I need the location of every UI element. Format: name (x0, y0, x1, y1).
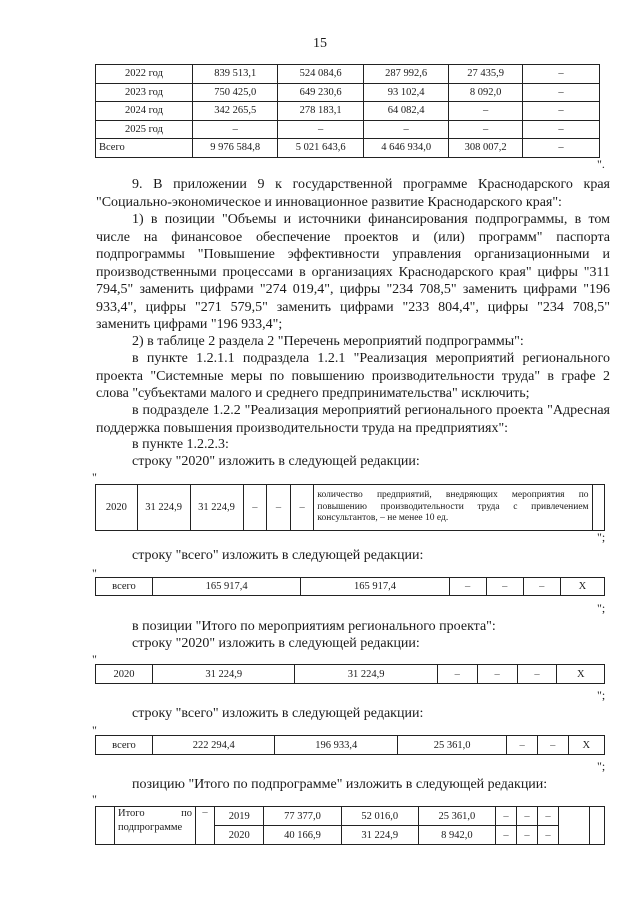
paragraph-11: позицию "Итого по подпрограмме" изложить в следующей редакции: (132, 777, 548, 792)
close-quote-4: "; (597, 688, 606, 702)
table-row (96, 120, 600, 139)
table-cell: – (523, 102, 600, 121)
table-total-row (95, 577, 605, 596)
paragraph-8: в позиции "Итого по мероприятиям регионального проекта": (132, 619, 496, 634)
open-quote-5: " (92, 723, 97, 737)
t3-dash-2: – (486, 578, 523, 596)
table-row (96, 83, 600, 102)
t4-dash-3: – (517, 665, 557, 684)
table-cell: – (523, 83, 600, 102)
t3-value-2: 165 917,4 (301, 578, 449, 596)
t5-dash-1: – (507, 736, 538, 755)
t4-dash-2: – (477, 665, 517, 684)
row-label: 2025 год (96, 120, 193, 139)
open-quote-4: " (92, 652, 97, 666)
t6-r2-d2: – (517, 826, 538, 845)
table-cell: – (193, 120, 278, 139)
t3-x: Х (560, 578, 604, 596)
table-cell: 27 435,9 (449, 65, 523, 84)
paragraph-3: в пункте 1.2.1.1 подраздела 1.2.1 "Реализация мероприятий регионального проекта "Системные меры по повышению производительности труда" в графе 2 слова "субъектами малого и среднего предпринимательства" исключить; (96, 351, 610, 401)
t6-label (115, 807, 196, 845)
t3-value-1: 165 917,4 (153, 578, 301, 596)
t6-r1-d1: – (496, 807, 517, 826)
t3-dash-1: – (449, 578, 486, 596)
row-label: Всего (96, 139, 193, 158)
paragraph-1: 1) в позиции "Объемы и источники финансирования подпрограммы, в том числе на финансовое обеспечение проектов и (или) программ" паспорта подпрограммы "Повышение эффективности управления организационными и производственными процессами в организациях Краснодарского края" цифры "311 794,5" заменить цифрами "274 019,4", цифры "234 708,5" заменить цифрами "196 933,4", цифры "271 579,5" заменить цифрами "233 804,4", цифры "234 708,5" заменить цифрами "196 933,4"; (96, 212, 610, 332)
row-label: 2023 год (96, 83, 193, 102)
t6-r1-year: 2019 (215, 807, 264, 826)
t6-label-b: по (181, 808, 192, 819)
t3-dash-3: – (523, 578, 560, 596)
table-cell: 5 021 643,6 (278, 139, 363, 158)
t5-value-3: 25 361,0 (397, 736, 506, 755)
t6-label-a: Итого (118, 808, 145, 819)
table-cell: 9 976 584,8 (193, 139, 278, 158)
table-cell: 4 646 934,0 (363, 139, 448, 158)
t6-label-c: подпрограмме (118, 822, 183, 833)
paragraph-4: в подразделе 1.2.2 "Реализация мероприятий регионального проекта "Адресная поддержка повышения производительности труда на предприятиях": (96, 403, 610, 436)
close-quote-2: "; (597, 530, 606, 544)
table-cell: 287 992,6 (363, 65, 448, 84)
t6-r1-d3: – (538, 807, 559, 826)
table-cell: – (363, 120, 448, 139)
t6-num (96, 807, 115, 845)
table-cell: 750 425,0 (193, 83, 278, 102)
t4-value-1: 31 224,9 (153, 665, 295, 684)
t6-empty-2 (590, 807, 605, 845)
t6-r2-year: 2020 (215, 826, 264, 845)
table-cell: – (278, 120, 363, 139)
paragraph-9: 9. В приложении 9 к государственной программе Краснодарского края "Социально-экономическое и инновационное развитие Краснодарского края": (96, 177, 610, 210)
t5-label: всего (96, 736, 153, 755)
table-row (96, 65, 600, 84)
t6-r2-d3: – (538, 826, 559, 845)
table1-close-quote: ". (597, 157, 605, 171)
t2-value-2: 31 224,9 (190, 485, 243, 531)
t5-x: Х (568, 736, 605, 755)
table-cell: – (449, 120, 523, 139)
t2-dash-1: – (243, 485, 267, 531)
page-number: 15 (313, 36, 327, 51)
table-row (96, 102, 600, 121)
t6-r2-d1: – (496, 826, 517, 845)
t6-r2-v2: 31 224,9 (341, 826, 418, 845)
t6-r1-d2: – (517, 807, 538, 826)
table-cell: – (523, 139, 600, 158)
paragraph-10: строку "всего" изложить в следующей редакции: (132, 706, 424, 721)
paragraph-2: 2) в таблице 2 раздела 2 "Перечень мероприятий подпрограммы": (132, 334, 524, 349)
t5-dash-2: – (537, 736, 568, 755)
table-cell: – (523, 120, 600, 139)
open-quote-3: " (92, 566, 97, 580)
table-cell: 308 007,2 (449, 139, 523, 158)
open-quote-6: " (92, 792, 97, 806)
table-cell: 278 183,1 (278, 102, 363, 121)
t2-value-1: 31 224,9 (137, 485, 190, 531)
t6-r2-v3: 8 942,0 (418, 826, 495, 845)
paragraph-7: строку "всего" изложить в следующей редакции: (132, 548, 424, 563)
table-cell: – (523, 65, 600, 84)
close-quote-5: "; (597, 759, 606, 773)
funding-table (95, 64, 600, 158)
t5-value-1: 222 294,4 (153, 736, 275, 755)
t6-r1-v1: 77 377,0 (264, 807, 341, 826)
table-cell: 342 265,5 (193, 102, 278, 121)
table-all-total (95, 735, 605, 755)
table-subprogram-total (95, 806, 605, 845)
table-cell: 524 084,6 (278, 65, 363, 84)
paragraph-9b: строку "2020" изложить в следующей редакции: (132, 636, 420, 651)
t2-dash-2: – (267, 485, 291, 531)
table-cell: 93 102,4 (363, 83, 448, 102)
table-cell: 839 513,1 (193, 65, 278, 84)
t2-year: 2020 (96, 485, 138, 531)
t6-r2-v1: 40 166,9 (264, 826, 341, 845)
t4-x: Х (557, 665, 605, 684)
paragraph-6: строку "2020" изложить в следующей редакции: (132, 454, 420, 469)
table-cell: – (449, 102, 523, 121)
t2-empty (592, 485, 604, 531)
table-cell: 649 230,6 (278, 83, 363, 102)
t4-dash-1: – (437, 665, 477, 684)
t3-label: всего (96, 578, 153, 596)
t5-value-2: 196 933,4 (275, 736, 397, 755)
t6-r1-v2: 52 016,0 (341, 807, 418, 826)
table-cell: 8 092,0 (449, 83, 523, 102)
t6-dash-main: – (196, 807, 215, 845)
close-quote-3: "; (597, 601, 606, 615)
t6-r1-v3: 25 361,0 (418, 807, 495, 826)
table-cell: 64 082,4 (363, 102, 448, 121)
table-2020-total (95, 664, 605, 684)
table-2020-row (95, 484, 605, 531)
paragraph-5: в пункте 1.2.2.3: (132, 437, 229, 452)
t2-dash-3: – (290, 485, 314, 531)
row-label: 2024 год (96, 102, 193, 121)
t4-value-2: 31 224,9 (295, 665, 437, 684)
row-label: 2022 год (96, 65, 193, 84)
open-quote-2: " (92, 470, 97, 484)
table-row (96, 139, 600, 158)
t6-empty-1 (559, 807, 590, 845)
t2-note: количество предприятий, внедряющих мероприятия по повышению производительности труда с привлечением консультантов, – не менее 10 ед. (314, 485, 592, 531)
t4-label: 2020 (96, 665, 153, 684)
